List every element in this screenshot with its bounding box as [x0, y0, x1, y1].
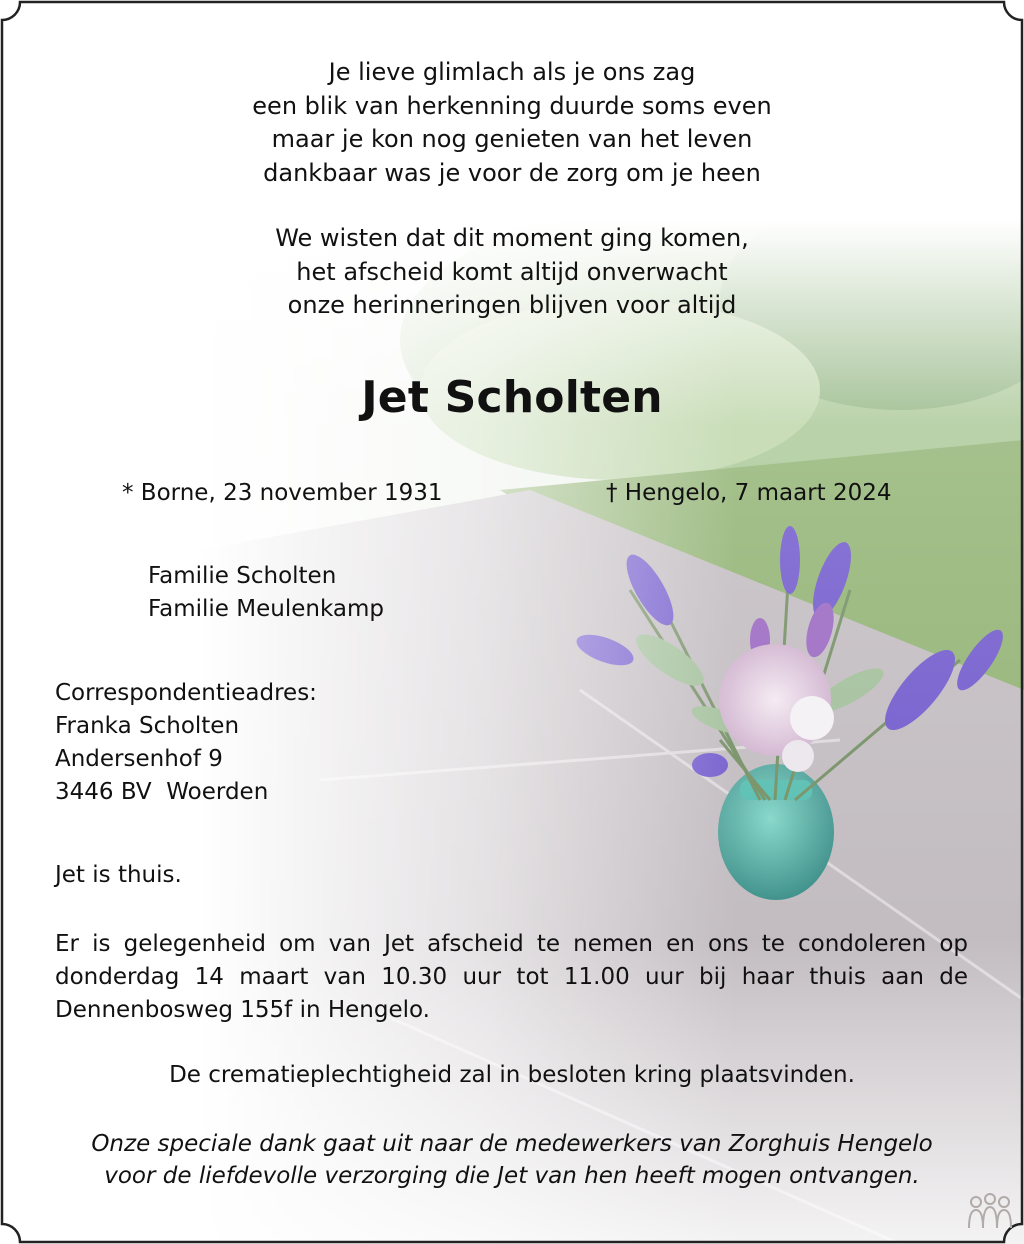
poem-line: Je lieve glimlach als je ons zag — [328, 58, 696, 86]
poem-line: een blik van herkenning duurde soms even — [252, 91, 772, 120]
address-label: Correspondentieadres: — [55, 680, 317, 706]
condolence-paragraph — [55, 928, 968, 1027]
death-date: † Hengelo, 7 maart 2024 — [606, 480, 892, 506]
cremation-notice: De crematieplechtigheid zal in besloten kring plaatsvinden. — [169, 1062, 855, 1088]
poem-line: We wisten dat dit moment ging komen, — [275, 224, 749, 252]
family-list — [148, 560, 384, 626]
thanks-line: voor de liefdevolle verzorging die Jet van hen heeft mogen ontvangen. — [104, 1163, 920, 1189]
poem-line: dankbaar was je voor de zorg om je heen — [263, 158, 761, 187]
address-line: Franka Scholten — [55, 713, 240, 739]
birth-date: * Borne, 23 november 1931 — [122, 480, 443, 506]
thanks-note — [0, 1128, 1024, 1192]
deceased-name: Jet Scholten — [361, 372, 663, 423]
condolence-line: Er is gelegenheid om van Jet afscheid te nemen en ons te condoleren op — [55, 931, 968, 957]
poem-line: het afscheid komt altijd onverwacht — [296, 257, 728, 286]
poem-stanza-2 — [0, 222, 1024, 323]
poem-stanza-1 — [0, 56, 1024, 190]
poem-line: onze herinneringen blijven voor altijd — [287, 291, 737, 319]
address-line: Andersenhof 9 — [55, 746, 223, 772]
family-name: Familie Scholten — [148, 563, 337, 589]
family-people-icon — [966, 1192, 1014, 1232]
thanks-line: Onze speciale dank gaat uit naar de medewerkers van Zorghuis Hengelo — [91, 1131, 933, 1157]
family-name: Familie Meulenkamp — [148, 596, 384, 622]
address-line: 3446 BV Woerden — [55, 779, 269, 805]
poem-line: maar je kon nog genieten van het leven — [271, 125, 753, 153]
correspondence-address — [55, 677, 317, 809]
condolence-line: Dennenbosweg 155f in Hengelo. — [55, 997, 430, 1023]
home-notice: Jet is thuis. — [55, 862, 182, 888]
condolence-line: donderdag 14 maart van 10.30 uur tot 11.00 uur bij haar thuis aan de — [55, 964, 968, 990]
